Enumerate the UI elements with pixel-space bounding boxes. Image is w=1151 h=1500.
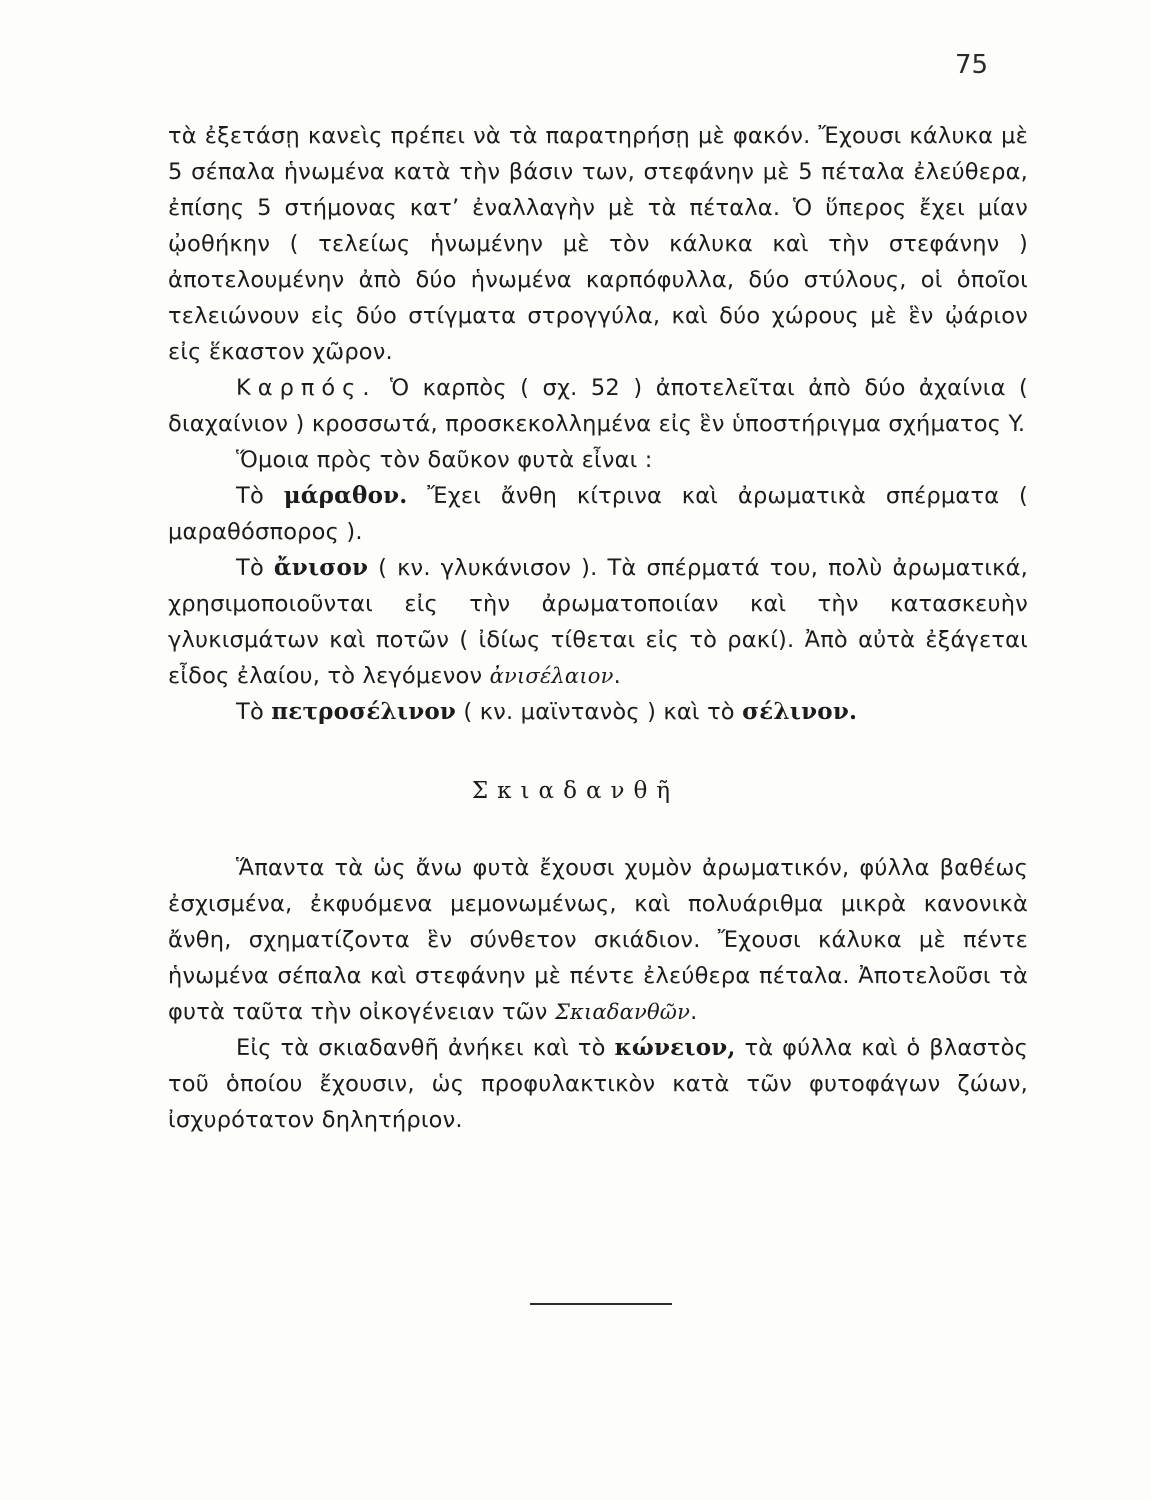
page-number: 75 bbox=[955, 50, 989, 80]
paragraph-parsley-celery bbox=[168, 694, 1028, 730]
paragraph-anise bbox=[168, 550, 1028, 694]
paragraph-fennel bbox=[168, 478, 1028, 550]
punctuation: . bbox=[690, 999, 698, 1025]
section-umbellifers-continued bbox=[168, 118, 1028, 730]
paragraph-family-description bbox=[168, 850, 1028, 1030]
section-skiadanthi bbox=[168, 850, 1028, 1138]
section-heading: Σκιαδανθῆ bbox=[471, 778, 680, 804]
term-koneion: κώνειον, bbox=[614, 1034, 736, 1061]
hemlock-description: τὰ φύλλα καὶ ὁ βλαστὸς τοῦ ὁποίου ἔχουσιν, ὡς προφυλακτικὸν κατὰ τῶν φυτοφάγων ζώων, ἰσχυρότατον δηλητήριον. bbox=[168, 1035, 1028, 1133]
fennel-description: Ἔχει ἄνθη κίτρινα καὶ ἀρωματικὰ σπέρματα ( μαραθόσπορος ). bbox=[168, 483, 1029, 545]
anise-description: ( κν. γλυκάνισον ). Τὰ σπέρματά του, πολὺ ἀρωματικά, χρησιμοποιοῦνται εἰς τὴν ἀρωματοποιίαν καὶ τὴν κατασκευὴν γλυκισμάτων καὶ ποτῶν ( ἰδίως τίθεται εἰς τὸ ρακί). Ἀπὸ αὐτὰ ἐξάγεται εἶδος ἐλαίου, τὸ λεγόμενον bbox=[168, 555, 1028, 689]
article: Τὸ bbox=[236, 483, 284, 509]
term-karpos: Καρπός. bbox=[236, 375, 377, 401]
parsley-description: ( κν. μαϊντανὸς ) καὶ τὸ bbox=[456, 699, 743, 725]
punctuation: . bbox=[613, 663, 621, 689]
paragraph-flower-structure: τὰ ἐξετάσῃ κανεὶς πρέπει νὰ τὰ παρατηρήσῃ μὲ φακόν. Ἔχουσι κάλυκα μὲ 5 σέπαλα ἡνωμένα κατὰ τὴν βάσιν των, στεφάνην μὲ 5 πέταλα ἐλεύθερα, ἐπίσης 5 στήμονας κατ’ ἐναλλαγὴν μὲ τὰ πέταλα. Ὁ ὕπερος ἔχει μίαν ᾠοθήκην ( τελείως ἡνωμένην μὲ τὸν κάλυκα καὶ τὴν στεφάνην ) ἀποτελουμένην ἀπὸ δύο ἡνωμένα καρπόφυλλα, δύο στύλους, οἱ ὁποῖοι τελειώνουν εἰς δύο στίγματα στρογγύλα, καὶ δύο χώρους μὲ ἓν ᾠάριον εἰς ἕκαστον χῶρον. bbox=[168, 123, 1028, 365]
paragraph-fruit bbox=[168, 370, 1028, 442]
paragraph-hemlock bbox=[168, 1030, 1028, 1138]
family-description: Ἅπαντα τὰ ὡς ἄνω φυτὰ ἔχουσι χυμὸν ἀρωματικόν, φύλλα βαθέως ἐσχισμένα, ἐκφυόμενα μεμονωμένως, καὶ πολυάριθμα μικρὰ κανονικὰ ἄνθη, σχηματίζοντα ἓν σύνθετον σκιάδιον. Ἔχουσι κάλυκα μὲ πέντε ἡνωμένα σέπαλα καὶ στεφάνην μὲ πέντε ἐλεύθερα πέταλα. Ἀποτελοῦσι τὰ φυτὰ ταῦτα τὴν οἰκογένειαν τῶν bbox=[168, 855, 1028, 1025]
term-anison: ἄνισον bbox=[273, 554, 369, 581]
term-selinon: σέλινον. bbox=[742, 698, 858, 725]
article: Τὸ bbox=[236, 555, 274, 581]
term-skiadanthon: Σκιαδανθῶν bbox=[554, 1000, 691, 1024]
paragraph-similar-plants: Ὅμοια πρὸς τὸν δαῦκον φυτὰ εἶναι : bbox=[236, 447, 653, 473]
term-petroselinon: πετροσέλινον bbox=[271, 698, 457, 725]
article: Τὸ bbox=[236, 699, 272, 725]
section-end-rule bbox=[530, 1303, 672, 1305]
hemlock-intro: Εἰς τὰ σκιαδανθῆ ἀνήκει καὶ τὸ bbox=[236, 1035, 615, 1061]
term-aniselaion: ἀνισέλαιον bbox=[489, 664, 614, 688]
term-marathon: μάραθον. bbox=[283, 482, 408, 509]
fruit-description: Ὁ καρπὸς ( σχ. 52 ) ἀποτελεῖται ἀπὸ δύο ἀχαίνια ( διαχαίνιον ) κροσσωτά, προσκεκολλημένα εἰς ἓν ὑποστήριγμα σχήματος Y. bbox=[168, 375, 1028, 437]
